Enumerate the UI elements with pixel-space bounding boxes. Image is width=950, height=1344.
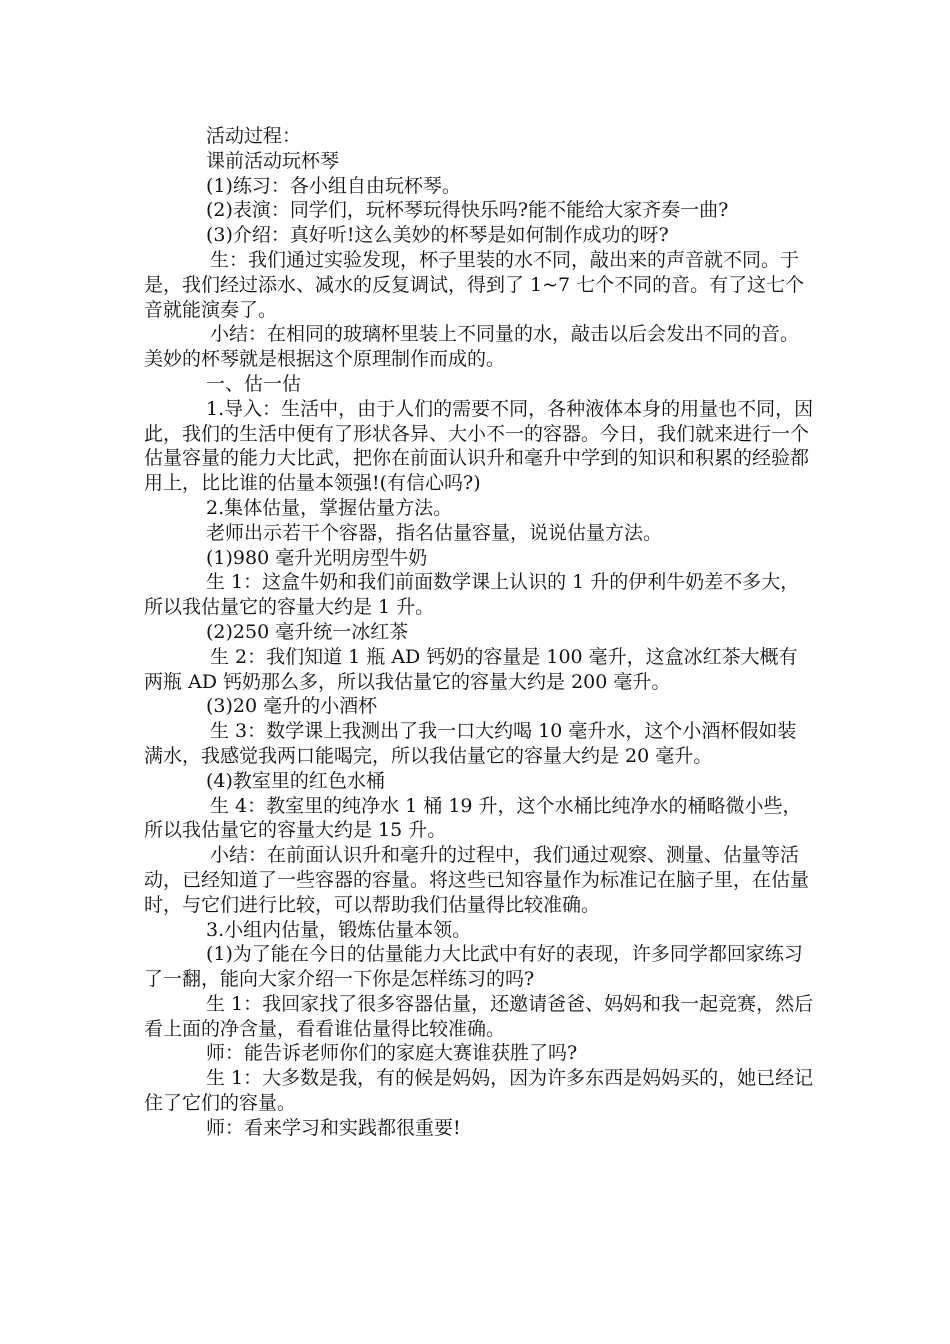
paragraph-student-3-cup: 生 3：数学课上我测出了我一口大约喝 10 毫升水，这个小酒杯假如装满水，我感觉我两口能喝完，所以我估量它的容量大约是 20 毫升。 — [144, 720, 797, 767]
section-heading-estimate: 一、估一估 — [206, 372, 302, 395]
paragraph-student-1-answer: 生 1：我回家找了很多容器估量，还邀请爸爸、妈妈和我一起竞赛，然后看上面的净含量，看看谁估量得比较准确。 — [144, 992, 814, 1040]
document-body — [144, 124, 814, 1141]
paragraph-student-explanation: 生：我们通过实验发现，杯子里装的水不同，敲出来的声音就不同。于是，我们经过添水、减水的反复调试，得到了 1~7 七个不同的音。有了这七个音就能演奏了。 — [144, 248, 805, 321]
paragraph-item-bucket: (4)教室里的红色水桶 — [206, 769, 385, 792]
paragraph-item-tea: (2)250 毫升统一冰红茶 — [206, 620, 409, 643]
paragraph-teacher-conclusion: 师：看来学习和实践都很重要! — [206, 1116, 461, 1139]
paragraph-item-milk: (1)980 毫升光明房型牛奶 — [206, 546, 428, 569]
paragraph-summary-1: 小结：在相同的玻璃杯里装上不同量的水，敲击以后会发出不同的音。美妙的杯琴就是根据这个原理制作而成的。 — [144, 323, 800, 371]
paragraph-student-1-reply: 生 1：大多数是我，有的候是妈妈，因为许多东西是妈妈买的，她已经记住了它们的容量。 — [144, 1067, 814, 1115]
paragraph-item-wine-cup: (3)20 毫升的小酒杯 — [206, 695, 378, 718]
paragraph-teacher-shows: 老师出示若干个容器，指名估量容量，说说估量方法。 — [206, 521, 663, 544]
paragraph-practice: (1)练习：各小组自由玩杯琴。 — [206, 174, 461, 197]
paragraph-introduction: (3)介绍：真好听!这么美妙的杯琴是如何制作成功的呀? — [206, 224, 669, 247]
paragraph-group-estimate: 3.小组内估量，锻炼估量本领。 — [206, 918, 472, 941]
paragraph-student-1-milk: 生 1：这盒牛奶和我们前面数学课上认识的 1 升的伊利牛奶差不多大，所以我估量它的容量大约是 1 升。 — [144, 571, 800, 619]
paragraph-collective-estimate: 2.集体估量，掌握估量方法。 — [206, 496, 453, 519]
paragraph-student-2-tea: 生 2：我们知道 1 瓶 AD 钙奶的容量是 100 毫升，这盒冰红茶大概有两瓶 AD 钙奶那么多，所以我估量它的容量大约是 200 毫升。 — [144, 645, 798, 693]
paragraph-lead-in: 1.导入：生活中，由于人们的需要不同，各种液体本身的用量也不同，因此，我们的生活中便有了形状各异、大小不一的容器。今日，我们就来进行一个估量容量的能力大比武，把你在前面认识升和毫升中学到的知识和积累的经验都用上，比比谁的估量本领强!(有信心吗?) — [144, 397, 814, 495]
paragraph-summary-2: 小结：在前面认识升和毫升的过程中，我们通过观察、测量、估量等活动，已经知道了一些容器的容量。将这些已知容量作为标准记在脑子里，在估量时，与它们进行比较，可以帮助我们估量得比较准确。 — [144, 844, 810, 916]
paragraph-activity-process: 活动过程： — [206, 125, 302, 147]
paragraph-performance: (2)表演：同学们，玩杯琴玩得快乐吗?能不能给大家齐奏一曲? — [206, 199, 729, 222]
paragraph-teacher-question: 师：能告诉老师你们的家庭大赛谁获胜了吗? — [206, 1042, 578, 1065]
paragraph-student-4-bucket: 生 4：教室里的纯净水 1 桶 19 升，这个水桶比纯净水的桶略微小些，所以我估量它的容量大约是 15 升。 — [144, 794, 802, 842]
paragraph-pre-class-activity: 课前活动玩杯琴 — [206, 149, 340, 172]
paragraph-question-practice: (1)为了能在今日的估量能力大比武中有好的表现，许多同学都回家练习了一翻，能向大家介绍一下你是怎样练习的吗? — [144, 943, 803, 991]
